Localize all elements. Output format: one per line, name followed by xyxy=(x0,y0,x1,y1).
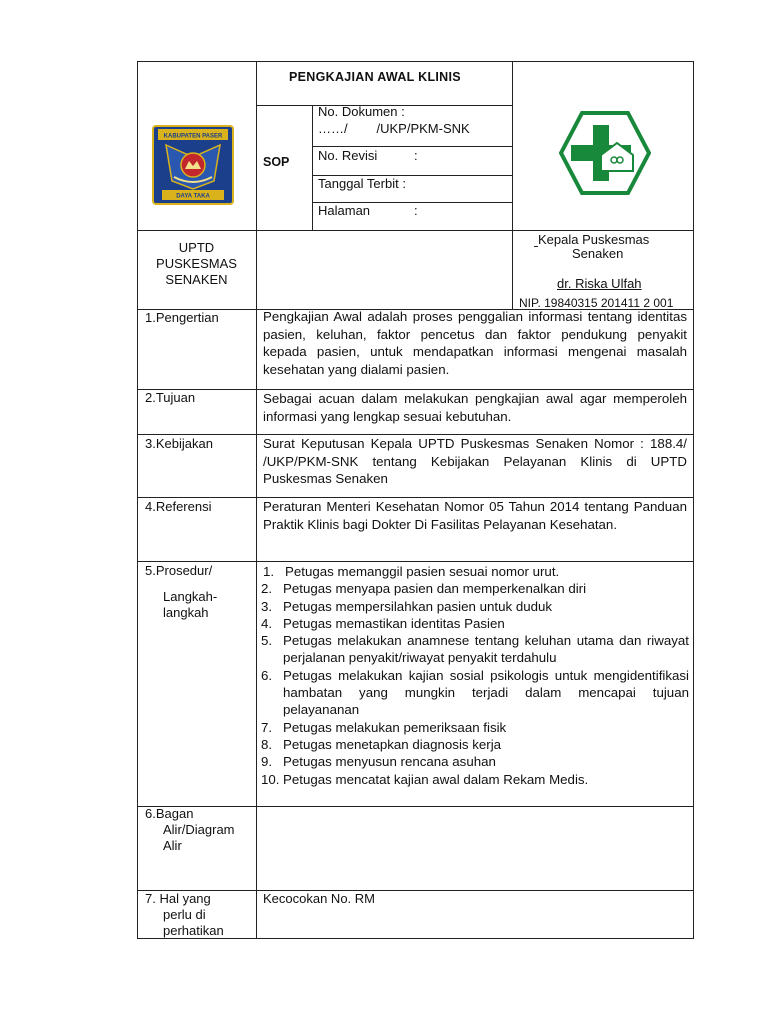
tanggal-terbit-label: Tanggal Terbit : xyxy=(318,176,406,191)
procedure-step xyxy=(261,563,689,580)
procedure-step-text: Petugas memanggil pasien sesuai nomor urut. xyxy=(285,564,560,579)
hal-perhatian-label-line-2: perlu di xyxy=(163,907,206,922)
signer-title-line-1: Kepala Puskesmas xyxy=(538,232,650,247)
procedure-step xyxy=(261,580,689,597)
grid-line xyxy=(512,61,513,309)
procedure-step-text: Petugas melakukan anamnese tentang keluhan utama dan riwayat perjalanan penyakit/riwayat penyakit terdahulu xyxy=(283,633,689,666)
procedure-step-number: 7. xyxy=(261,719,273,735)
referensi-text: Peraturan Menteri Kesehatan Nomor 05 Tahun 2014 tentang Panduan Praktik Klinis bagi Dokter Di Fasilitas Pelayanan Kesehatan. xyxy=(263,499,687,532)
grid-line xyxy=(137,806,694,807)
bagan-label-line-1: 6.Bagan xyxy=(145,806,194,821)
procedure-step-text: Petugas melakukan kajian sosial psikologis untuk mengidentifikasi hambatan yang mungkin terjadi dalam mencapai tujuan pelayananan xyxy=(283,667,689,718)
tujuan-label: 2.Tujuan xyxy=(145,390,196,405)
bagan-label-line-3: Alir xyxy=(163,838,182,853)
hal-perhatian-label-line-1: 7. Hal yang xyxy=(145,891,211,906)
procedure-step-number: 3. xyxy=(261,598,273,614)
procedure-step-text: Petugas melakukan pemeriksaan fisik xyxy=(283,719,507,735)
procedure-step xyxy=(261,632,689,667)
hal-perhatian-label-line-3: perhatikan xyxy=(163,923,224,938)
pengertian-label: 1.Pengertian xyxy=(145,310,219,325)
no-revisi-colon: : xyxy=(414,148,418,163)
prosedur-label-line-2: Langkah- xyxy=(163,589,218,604)
procedure-step xyxy=(261,598,689,615)
pengertian-text: Pengkajian Awal adalah proses penggalian informasi tentang identitas pasien, keluhan, faktor pencetus dan faktor pendukung penyakit kepada pasien, untuk mendapatkan informasi mengenai masalah kesehatan yang dialami pasien. xyxy=(263,309,687,377)
hal-perhatian-text: Kecocokan No. RM xyxy=(263,891,375,906)
no-dokumen-value: ……/ /UKP/PKM-SNK xyxy=(318,121,470,136)
unit-line-1: UPTD xyxy=(178,240,215,255)
prosedur-steps-list xyxy=(261,563,689,788)
procedure-step-number: 6. xyxy=(261,667,273,683)
procedure-step-number: 8. xyxy=(261,736,273,752)
procedure-step-number: 5. xyxy=(261,633,273,649)
procedure-step-number: 9. xyxy=(261,754,273,770)
kebijakan-text: Surat Keputusan Kepala UPTD Puskesmas Senaken Nomor : 188.4/ /UKP/PKM-SNK tentang Kebijakan Pelayanan Klinis di UPTD Puskesmas Senaken xyxy=(263,436,687,486)
procedure-step-number: 1. xyxy=(263,564,275,579)
signer-title-underscore xyxy=(534,246,538,247)
procedure-step xyxy=(261,615,689,632)
procedure-step-text: Petugas memastikan identitas Pasien xyxy=(283,615,505,631)
halaman-colon: : xyxy=(414,203,418,218)
procedure-step-text: Petugas menyapa pasien dan memperkenalkan diri xyxy=(283,581,587,597)
no-dokumen-label: No. Dokumen : xyxy=(318,104,405,119)
unit-line-3: SENAKEN xyxy=(165,272,228,287)
unit-line-2: PUSKESMAS xyxy=(156,256,237,271)
grid-line xyxy=(137,561,694,562)
tujuan-text: Sebagai acuan dalam melakukan pengkajian awal agar memperoleh informasi yang lengkap sesuai kebutuhan. xyxy=(263,391,687,424)
procedure-step-text: Petugas mempersilahkan pasien untuk duduk xyxy=(283,598,553,614)
procedure-step xyxy=(261,753,689,770)
grid-line xyxy=(137,890,694,891)
grid-line xyxy=(137,230,694,231)
procedure-step-number: 4. xyxy=(261,615,273,631)
procedure-step xyxy=(261,719,689,736)
procedure-step-text: Petugas menetapkan diagnosis kerja xyxy=(283,736,502,752)
procedure-step xyxy=(261,736,689,753)
procedure-step xyxy=(261,667,689,719)
procedure-step-text: Petugas mencatat kajian awal dalam Rekam Medis. xyxy=(283,771,589,787)
document-title: PENGKAJIAN AWAL KLINIS xyxy=(289,70,461,84)
no-revisi-label: No. Revisi xyxy=(318,148,378,163)
grid-line xyxy=(312,105,313,230)
kabupaten-paser-logo xyxy=(152,125,234,205)
puskesmas-logo xyxy=(559,111,651,195)
sop-label: SOP xyxy=(263,155,290,169)
signer-title-line-2: Senaken xyxy=(572,246,624,261)
logo-bottom-text: DAYA TAKA xyxy=(176,193,210,200)
grid-line xyxy=(256,61,257,939)
procedure-step-number: 2. xyxy=(261,581,273,597)
bagan-label-line-2: Alir/Diagram xyxy=(163,822,235,837)
procedure-step xyxy=(261,771,689,788)
halaman-label: Halaman xyxy=(318,203,371,218)
grid-line xyxy=(312,146,512,147)
signer-nip: NIP. 19840315 201411 2 001 xyxy=(519,296,674,310)
signer-name: dr. Riska Ulfah xyxy=(557,276,642,291)
kebijakan-label: 3.Kebijakan xyxy=(145,436,213,451)
procedure-step-number: 10. xyxy=(261,771,280,787)
prosedur-label-line-3: langkah xyxy=(163,605,209,620)
referensi-label: 4.Referensi xyxy=(145,499,212,514)
prosedur-label-line-1: 5.Prosedur/ xyxy=(145,563,213,578)
logo-top-text: KABUPATEN PASER xyxy=(163,133,223,140)
procedure-step-text: Petugas menyusun rencana asuhan xyxy=(283,754,496,770)
